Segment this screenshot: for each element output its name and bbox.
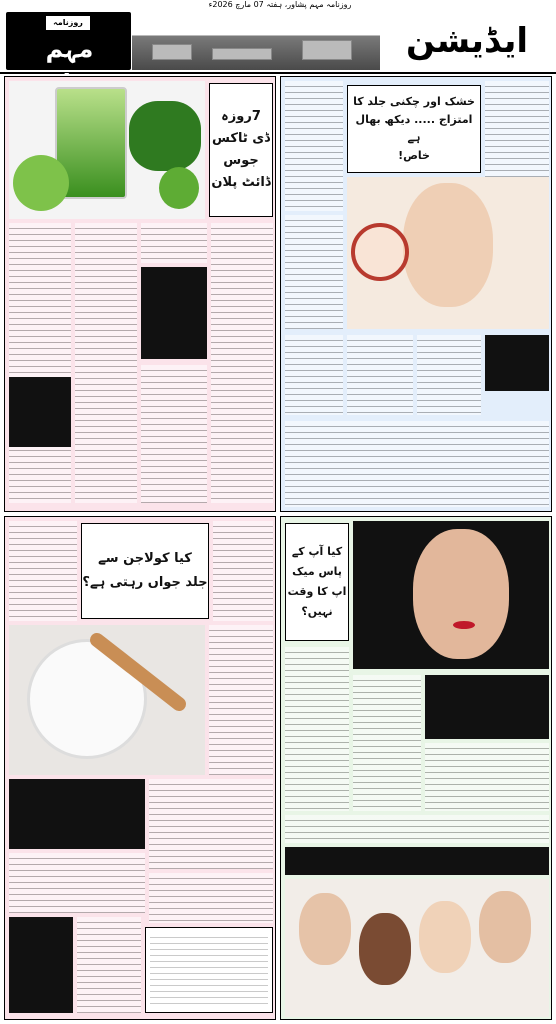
article-text-column <box>149 873 273 923</box>
makeup-headline <box>285 523 349 641</box>
detox-side-box <box>9 377 71 447</box>
article-text-column <box>141 365 207 503</box>
date-line: روزنامہ مہم پشاور، ہفتہ 07 مارچ 2026ء <box>208 0 352 9</box>
collagen-headline <box>81 523 209 619</box>
makeup-portrait-photo <box>353 521 549 669</box>
headline-line: ڈائٹ پلان <box>211 175 271 190</box>
models-group-photo <box>285 879 549 1017</box>
article-text-block <box>285 421 549 507</box>
newspaper-logo <box>6 12 131 70</box>
collagen-quote-box <box>145 927 273 1013</box>
collagen-intro-box <box>9 779 145 849</box>
dry-oily-article-panel <box>280 76 552 512</box>
face-shape <box>359 913 411 985</box>
article-text-column <box>417 335 481 415</box>
collagen-article-panel <box>4 516 276 1020</box>
dry-oily-headline <box>347 85 481 173</box>
magnifier-shape <box>351 223 409 281</box>
collagen-powder-photo <box>9 625 205 775</box>
face-shape <box>419 901 471 973</box>
face-shape <box>479 891 531 963</box>
headline-line: خشک اور چکنی جلد کا <box>353 95 475 108</box>
article-text-column <box>347 335 413 415</box>
face-magnifier-photo <box>347 177 549 329</box>
headline-line: 7روزہ <box>221 109 261 124</box>
section-title: ایڈیشن <box>405 21 529 61</box>
lips-shape <box>453 621 475 629</box>
article-text-column <box>425 743 549 811</box>
makeup-article-panel <box>280 516 552 1020</box>
headline-line: ڈی ٹاکس <box>212 131 270 146</box>
article-text-column <box>285 647 349 811</box>
headline-line: اپ کا وقت <box>287 585 347 598</box>
apple-shape <box>13 155 69 211</box>
headline-line: جلد جواں رہتی ہے؟ <box>82 575 208 590</box>
article-text-block <box>285 815 549 843</box>
building-shape <box>152 44 192 60</box>
headline-line: پاس میک <box>292 565 342 578</box>
article-text-column <box>285 81 343 211</box>
apple-shape <box>159 167 199 209</box>
detox-article-panel <box>4 76 276 512</box>
headline-line: کیا کولاجن سے <box>98 551 192 566</box>
makeup-tip-box-top <box>425 675 549 739</box>
article-text-column <box>285 215 343 329</box>
headline-line: جوس <box>223 153 259 168</box>
building-shape <box>302 40 352 60</box>
headline-line: نہیں؟ <box>301 605 333 618</box>
face-shape <box>403 183 493 307</box>
article-text-column <box>285 335 343 415</box>
article-text-column <box>149 779 273 869</box>
makeup-tip-box-bottom <box>285 847 549 875</box>
face-shape <box>299 893 351 965</box>
headline-line: امتزاج ..... دیکھ بھال ہے <box>355 113 473 144</box>
logo-big-text: مہم <box>45 35 94 63</box>
article-text-column <box>353 675 421 811</box>
article-text-column <box>9 521 77 621</box>
article-text-column <box>211 223 273 503</box>
article-text-column <box>9 853 145 913</box>
collagen-side-box <box>9 917 73 1013</box>
headline-line: خاص! <box>398 149 430 162</box>
dry-oily-tip-box <box>485 335 549 391</box>
kale-shape <box>129 101 201 171</box>
headline-line: کیا آپ کے <box>291 545 343 558</box>
article-text-column <box>141 223 207 263</box>
juice-photo <box>9 81 205 219</box>
quote-text <box>150 932 268 1008</box>
article-text-column <box>9 223 71 503</box>
city-skyline-image <box>132 12 380 70</box>
face-shape <box>413 529 509 659</box>
masthead <box>0 0 556 74</box>
article-text-column <box>213 521 273 621</box>
detox-pull-quote-box <box>141 267 207 359</box>
article-text-column <box>209 625 273 775</box>
building-shape <box>212 48 272 60</box>
logo-small-text: روزنامہ <box>46 16 90 30</box>
article-text-column <box>75 223 137 503</box>
article-text-column <box>77 917 141 1013</box>
detox-headline <box>209 83 273 217</box>
